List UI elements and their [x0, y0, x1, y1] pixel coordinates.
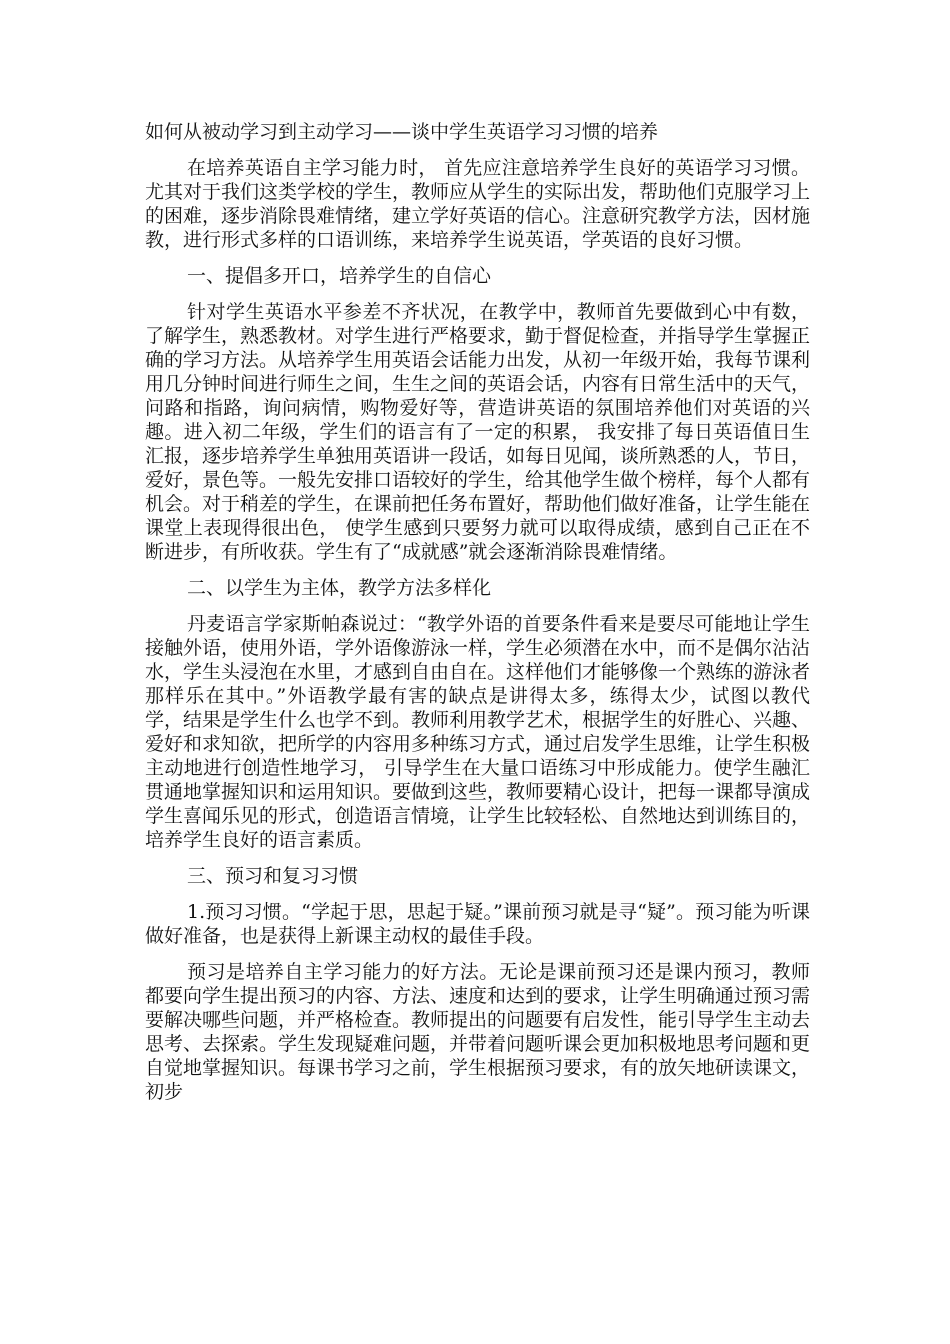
intro-paragraph: 在培养英语自主学习能力时， 首先应注意培养学生良好的英语学习习惯。尤其对于我们这类学校的学生，教师应从学生的实际出发，帮助他们克服学习上的困难，逐步消除畏难情绪，建立学好英语的信心。注意研究教学方法，因材施教，进行形式多样的口语训练，来培养学生说英语，学英语的良好习惯。: [145, 157, 811, 251]
document-title: 如何从被动学习到主动学习——谈中学生英语学习习惯的培养: [145, 121, 659, 143]
section-3-heading: 三、预习和复习习惯: [187, 865, 359, 887]
section-3-paragraph: 预习是培养自主学习能力的好方法。无论是课前预习还是课内预习，教师都要向学生提出预习的内容、方法、速度和达到的要求，让学生明确通过预习需要解决哪些问题，并严格检查。教师提出的问题要有启发性，能引导学生主动去思考、去探索。学生发现疑难问题，并带着问题听课会更加积极地思考问题和更自觉地掌握知识。每课书学习之前，学生根据预习要求，有的放矢地研读课文，初步: [145, 961, 811, 1103]
section-3-item-1: 1.预习习惯。“学起于思，思起于疑。”课前预习就是寻“疑”。预习能为听课做好准备，也是获得上新课主动权的最佳手段。: [145, 901, 810, 947]
section-2-heading: 二、以学生为主体，教学方法多样化: [187, 577, 492, 599]
section-1-heading: 一、提倡多开口，培养学生的自信心: [187, 265, 492, 287]
section-2-paragraph: 丹麦语言学家斯帕森说过：“教学外语的首要条件看来是要尽可能地让学生接触外语，使用外语，学外语像游泳一样，学生必须潜在水中，而不是偶尔沾沾水，学生头浸泡在水里，才感到自由自在。这样他们才能够像一个熟练的游泳者那样乐在其中。”外语教学最有害的缺点是讲得太多，练得太少，试图以教代学，结果是学生什么也学不到。教师利用教学艺术，根据学生的好胜心、兴趣、爱好和求知欲，把所学的内容用多种练习方式，通过启发学生思维，让学生积极主动地进行创造性地学习， 引导学生在大量口语练习中形成能力。使学生融汇贯通地掌握知识和运用知识。要做到这些，教师要精心设计，把每一课都导演成学生喜闻乐见的形式，创造语言情境，让学生比较轻松、自然地达到训练目的，培养学生良好的语言素质。: [145, 613, 811, 851]
document-page: [145, 120, 810, 1116]
section-1-paragraph: 针对学生英语水平参差不齐状况，在教学中，教师首先要做到心中有数，了解学生，熟悉教材。对学生进行严格要求，勤于督促检查，并指导学生掌握正确的学习方法。从培养学生用英语会话能力出发，从初一年级开始，我每节课利用几分钟时间进行师生之间，生生之间的英语会话，内容有日常生活中的天气，问路和指路，询问病情，购物爱好等，营造讲英语的氛围培养他们对英语的兴趣。进入初二年级，学生们的语言有了一定的积累， 我安排了每日英语值日生汇报，逐步培养学生单独用英语讲一段话，如每日见闻，谈所熟悉的人，节日，爱好，景色等。一般先安排口语较好的学生，给其他学生做个榜样，每个人都有机会。对于稍差的学生，在课前把任务布置好，帮助他们做好准备，让学生能在课堂上表现得很出色， 使学生感到只要努力就可以取得成绩，感到自己正在不断进步，有所收获。学生有了“成就感”就会逐渐消除畏难情绪。: [145, 301, 811, 563]
